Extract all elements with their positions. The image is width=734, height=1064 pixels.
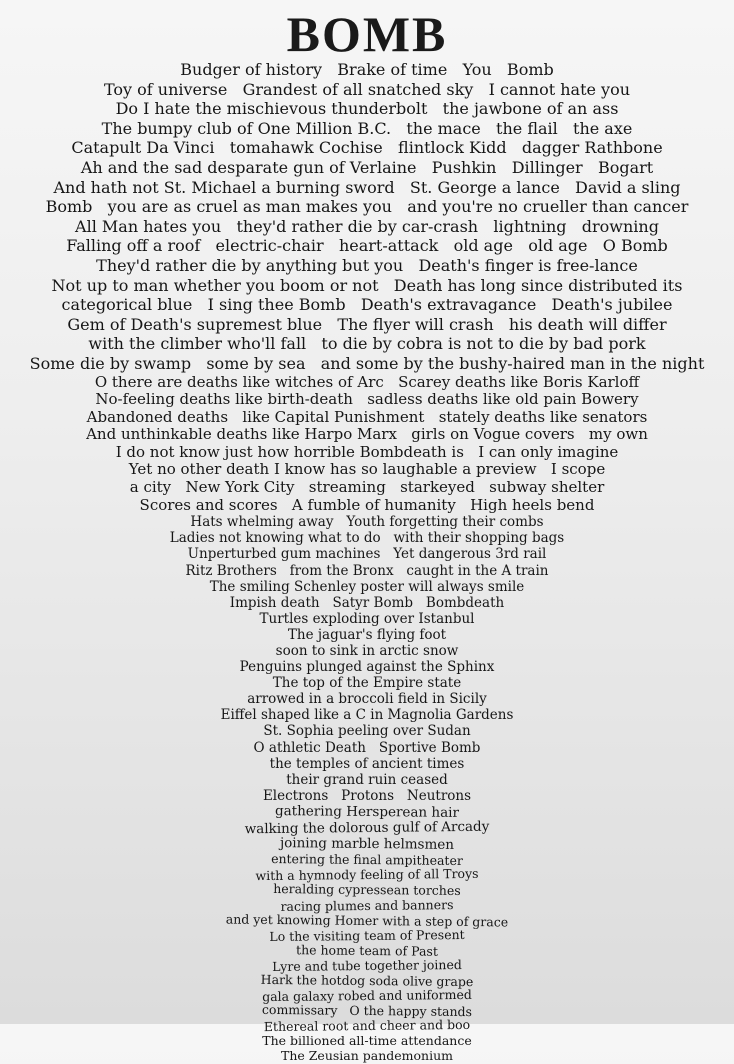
poem-line: walking the dolorous gulf of Arcady: [244, 818, 490, 838]
poem-line: Unperturbed gum machines Yet dangerous 3rd rail: [187, 546, 547, 563]
poem-line: Turtles exploding over Istanbul: [259, 610, 475, 627]
poem-line: No-feeling deaths like birth-death sadless deaths like old pain Bowery: [95, 391, 639, 409]
poem-line: gathering Hersperean hair: [274, 802, 460, 821]
poem-line: their grand ruin ceased: [286, 771, 448, 788]
poem-line: Not up to man whether you boom or not Death has long since distributed its: [51, 275, 683, 295]
poem-line: The billioned all-time attendance: [262, 1033, 472, 1049]
poem-line: arrowed in a broccoli field in Sicily: [247, 691, 487, 708]
poem-line: Gem of Death's supremest blue The flyer will crash his death will differ: [67, 314, 667, 334]
poem-line: racing plumes and banners: [280, 896, 454, 914]
poem-line: soon to sink in arctic snow: [275, 643, 459, 659]
poem-line: They'd rather die by anything but you Death's finger is free-lance: [96, 255, 638, 275]
poem-line: I do not know just how horrible Bombdeath is I can only imagine: [115, 443, 619, 461]
poem-title: BOMB: [286, 6, 448, 62]
poem-line: Electrons Protons Neutrons: [262, 787, 472, 804]
poem-line: The jaguar's flying foot: [287, 626, 447, 643]
poem-line: the temples of ancient times: [269, 755, 465, 772]
poem-line: Hats whelming away Youth forgetting their combs: [190, 514, 544, 531]
poem-line: heralding cypressean torches: [273, 881, 461, 899]
poem-line: Catapult Da Vinci tomahawk Cochise flintlock Kidd dagger Rathbone: [71, 138, 663, 158]
poem-line: Lyre and tube together joined: [272, 956, 462, 974]
poem-line: a city New York City streaming starkeyed subway shelter: [129, 479, 605, 497]
poem-line: The top of the Empire state: [272, 675, 462, 692]
poem-line: O athletic Death Sportive Bomb: [253, 739, 481, 756]
poem-line: with the climber who'll fall to die by cobra is not to die by bad pork: [88, 334, 646, 354]
poem-line: categorical blue I sing thee Bomb Death's extravagance Death's jubilee: [61, 295, 673, 315]
poem-line: entering the final ampitheater: [271, 851, 463, 869]
poem-line: Ethereal root and cheer and boo: [263, 1017, 471, 1035]
poem-line: Lo the visiting team of Present: [269, 926, 465, 944]
poem-line: Falling off a roof electric-chair heart-attack old age old age O Bomb: [66, 236, 668, 256]
poem-line: the home team of Past: [296, 942, 438, 959]
poem-line: with a hymnody feeling of all Troys: [255, 866, 479, 884]
poem-line: Impish death Satyr Bomb Bombdeath: [229, 594, 505, 611]
poem-line: Scores and scores A fumble of humanity High heels bend: [139, 496, 595, 514]
poem-line: All Man hates you they'd rather die by car-crash lightning drowning: [75, 216, 659, 236]
poem-line: Yet no other death I know has so laughable a preview I scope: [128, 461, 606, 479]
poem-line: commissary O the happy stands: [261, 1002, 473, 1020]
poem-line: St. Sophia peeling over Sudan: [263, 723, 471, 740]
poem-line: and yet knowing Homer with a step of grace: [225, 911, 509, 930]
poem-line: Budger of history Brake of time You Bomb: [180, 60, 554, 79]
poem-line: Hark the hotdog soda olive grape: [260, 971, 474, 990]
poem-line: Penguins plunged against the Sphinx: [239, 659, 495, 676]
poem-line: Some die by swamp some by sea and some by the bushy-haired man in the night: [29, 353, 705, 373]
poem-line: Ah and the sad desparate gun of Verlaine Pushkin Dillinger Bogart: [80, 157, 654, 177]
poem-line: gala galaxy robed and uniformed: [262, 986, 472, 1005]
poem-line: Do I hate the mischievous thunderbolt the jawbone of an ass: [115, 99, 619, 119]
poem-line: Eiffel shaped like a C in Magnolia Gardens: [220, 707, 514, 724]
poem-body: [0, 60, 734, 1064]
poem-line: Abandoned deaths like Capital Punishment stately deaths like senators: [86, 408, 648, 426]
poem-line: O there are deaths like witches of Arc Scarey deaths like Boris Karloff: [94, 373, 640, 391]
poem-line: The smiling Schenley poster will always smile: [209, 578, 525, 595]
poem-line: The Zeusian pandemonium: [280, 1048, 453, 1064]
poem-line: Ladies not knowing what to do with their shopping bags: [169, 530, 565, 547]
poem-line: Toy of universe Grandest of all snatched sky I cannot hate you: [103, 79, 631, 99]
poem-line: joining marble helmsmen: [279, 835, 455, 854]
poem-line: And unthinkable deaths like Harpo Marx girls on Vogue covers my own: [86, 426, 648, 444]
poem-line: The bumpy club of One Million B.C. the mace the flail the axe: [101, 118, 633, 138]
poem-line: And hath not St. Michael a burning sword St. George a lance David a sling: [53, 177, 681, 197]
poem-line: Ritz Brothers from the Bronx caught in the A train: [185, 562, 549, 579]
poem-line: Bomb you are as cruel as man makes you and you're no crueller than cancer: [45, 197, 689, 217]
